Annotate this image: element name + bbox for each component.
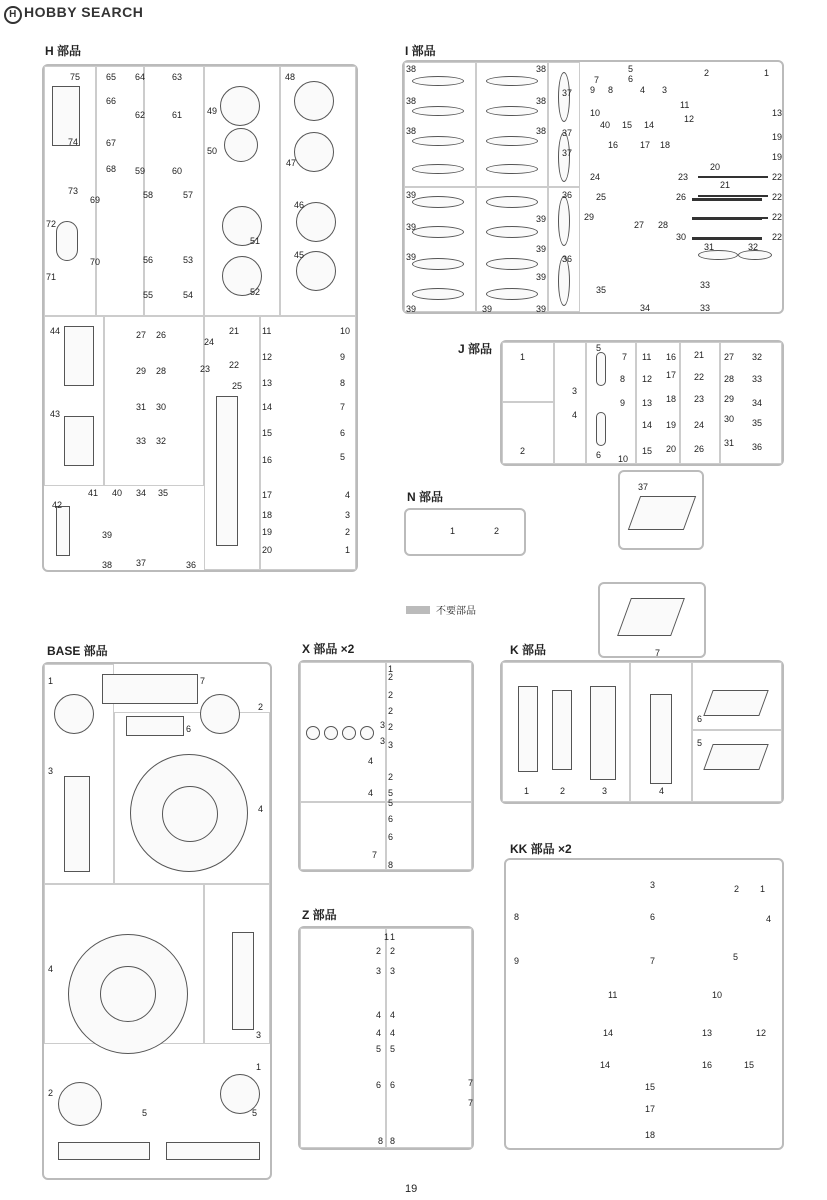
j-num-30: 30 [724,414,735,424]
z-num-4: 4 [376,1010,382,1020]
h-num-21: 21 [229,326,240,336]
j-num-28: 28 [724,374,735,384]
h-num-12: 12 [262,352,273,362]
x-num-7: 7 [372,850,378,860]
i-num-31: 31 [704,242,715,252]
h-num-62: 62 [135,110,146,120]
section-title-kk: KK 部品 ×2 [510,842,572,856]
h-num-60: 60 [172,166,183,176]
h-num-25: 25 [232,381,243,391]
i-num-3: 3 [662,85,668,95]
i-num-28: 28 [658,220,669,230]
i-num-36: 36 [562,190,573,200]
h-num-66: 66 [106,96,117,106]
h-num-59: 59 [135,166,146,176]
h-num-27: 27 [136,330,147,340]
base-num-3: 3 [48,766,54,776]
kk-num-15: 15 [744,1060,755,1070]
x-num-2: 2 [388,706,394,716]
kk-num-18: 18 [645,1130,656,1140]
h-num-6: 6 [340,428,346,438]
i-num-4: 4 [640,85,646,95]
kk-num-14: 14 [600,1060,611,1070]
i-num-39: 39 [536,214,547,224]
j-num-34: 34 [752,398,763,408]
i-num-22: 22 [772,232,783,242]
z-num-8: 8 [378,1136,384,1146]
i-num-7: 7 [594,75,600,85]
i-num-39: 39 [406,222,417,232]
sprue-z [298,926,474,1150]
j-num-14: 14 [642,420,653,430]
j-num-16: 16 [666,352,677,362]
x-num-6: 6 [388,832,394,842]
z-num-3: 3 [376,966,382,976]
h-num-10: 10 [340,326,351,336]
kk-num-7: 7 [650,956,656,966]
z-num-7: 7 [468,1078,474,1088]
h-num-64: 64 [135,72,146,82]
x-num-5: 5 [388,788,394,798]
base-num-3: 3 [256,1030,262,1040]
x-num-1: 1 [388,664,394,674]
h-num-28: 28 [156,366,167,376]
x-num-2: 2 [388,672,394,682]
i-num-8: 8 [608,85,614,95]
i-num-38: 38 [536,64,547,74]
i-num-32: 32 [748,242,759,252]
i-num-22: 22 [772,172,783,182]
x-num-4: 4 [368,756,374,766]
i-num-2: 2 [704,68,710,78]
i-num-10: 10 [590,108,601,118]
j-num-35: 35 [752,418,763,428]
x-num-5: 5 [388,798,394,808]
i-num-33: 33 [700,280,711,290]
kk-num-15: 15 [645,1082,656,1092]
section-title-x: X 部品 ×2 [302,642,355,656]
h-num-38: 38 [102,560,113,570]
kk-num-12: 12 [756,1028,767,1038]
watermark-logo: H HOBBY SEARCH [4,4,143,24]
h-num-67: 67 [106,138,117,148]
z-num-3: 3 [390,966,396,976]
z-num-7: 7 [468,1098,474,1108]
h-num-34: 34 [136,488,147,498]
j-num-21: 21 [694,350,705,360]
sprue-n [404,508,526,556]
h-num-68: 68 [106,164,117,174]
base-num-2: 2 [48,1088,54,1098]
h-num-55: 55 [143,290,154,300]
i-num-1: 1 [764,68,770,78]
k-num-5: 5 [697,738,703,748]
base-num-4: 4 [258,804,264,814]
kk-num-8: 8 [514,912,520,922]
i-num-36: 36 [562,254,573,264]
i-num-38: 38 [536,96,547,106]
kk-num-4: 4 [766,914,772,924]
i-num-35: 35 [596,285,607,295]
i-num-29: 29 [584,212,595,222]
sprue-kk [504,858,784,1150]
k-num-7: 7 [655,648,661,658]
i-num-39: 39 [536,304,547,314]
kk-num-10: 10 [712,990,723,1000]
z-num-4: 4 [390,1010,396,1020]
i-num-25: 25 [596,192,607,202]
h-num-31: 31 [136,402,147,412]
z-num-2: 2 [390,946,396,956]
i-num-11: 11 [680,100,690,110]
base-num-5: 5 [252,1108,258,1118]
h-num-16: 16 [262,455,273,465]
x-num-2: 2 [388,690,394,700]
k-num-6: 6 [697,714,703,724]
section-title-base: BASE 部品 [47,644,108,658]
i-num-24: 24 [590,172,601,182]
j-num-10: 10 [618,454,629,464]
j-num-13: 13 [642,398,653,408]
j-num-4: 4 [572,410,578,420]
i-num-19: 19 [772,132,783,142]
j-num-17: 17 [666,370,677,380]
h-num-29: 29 [136,366,147,376]
section-title-i: I 部品 [405,44,436,58]
kk-num-13: 13 [702,1028,713,1038]
base-num-6: 6 [186,724,192,734]
section-title-n: N 部品 [407,490,444,504]
h-num-52: 52 [250,287,261,297]
j-num-8: 8 [620,374,626,384]
j-num-36: 36 [752,442,763,452]
z-num-4: 4 [390,1028,396,1038]
j-num-33: 33 [752,374,763,384]
j-num-26: 26 [694,444,705,454]
h-num-8: 8 [340,378,346,388]
i-num-38: 38 [406,96,417,106]
j-num-5: 5 [596,343,602,353]
h-num-5: 5 [340,452,346,462]
h-num-9: 9 [340,352,346,362]
z-num-4: 4 [376,1028,382,1038]
i-num-30: 30 [676,232,687,242]
i-num-37: 37 [562,88,573,98]
sprue-k7 [598,582,706,658]
j-num-22: 22 [694,372,705,382]
h-num-73: 73 [68,186,79,196]
h-num-20: 20 [262,545,273,555]
i-num-39: 39 [536,244,547,254]
kk-num-11: 11 [608,990,618,1000]
h-num-18: 18 [262,510,273,520]
n-num-1: 1 [450,526,456,536]
section-title-z: Z 部品 [302,908,337,922]
i-num-39: 39 [406,304,417,314]
h-num-40: 40 [112,488,123,498]
base-num-4: 4 [48,964,54,974]
i-num-33: 33 [700,303,711,313]
h-num-14: 14 [262,402,273,412]
i-num-6: 6 [628,74,634,84]
kk-num-2: 2 [734,884,740,894]
j-num-12: 12 [642,374,653,384]
h-num-46: 46 [294,200,305,210]
page-number: 19 [405,1183,418,1195]
x-num-3: 3 [380,720,386,730]
j-num-15: 15 [642,446,653,456]
h-num-36: 36 [186,560,197,570]
h-num-51: 51 [250,236,261,246]
k-num-4: 4 [659,786,665,796]
legend-label: 不要部品 [436,606,476,617]
i-num-26: 26 [676,192,687,202]
section-title-h: H 部品 [45,44,82,58]
n-num-2: 2 [494,526,500,536]
j-num-1: 1 [520,352,526,362]
i-num-22: 22 [772,192,783,202]
sprue-base [42,662,272,1180]
sprue-j37 [618,470,704,550]
z-num-8: 8 [390,1136,396,1146]
i-num-17: 17 [640,140,651,150]
h-num-49: 49 [207,106,218,116]
x-num-2: 2 [388,722,394,732]
j-num-6: 6 [596,450,602,460]
kk-num-5: 5 [733,952,739,962]
i-num-34: 34 [640,303,651,313]
h-num-50: 50 [207,146,218,156]
i-num-13: 13 [772,108,783,118]
h-num-43: 43 [50,409,61,419]
z-num-5: 5 [376,1044,382,1054]
h-num-70: 70 [90,257,101,267]
kk-num-9: 9 [514,956,520,966]
base-num-2: 2 [258,702,264,712]
h-num-61: 61 [172,110,183,120]
h-num-13: 13 [262,378,273,388]
unused-parts-legend [406,602,476,617]
base-num-1: 1 [256,1062,262,1072]
h-num-3: 3 [345,510,351,520]
x-num-3: 3 [380,736,386,746]
h-num-39: 39 [102,530,113,540]
base-num-5: 5 [142,1108,148,1118]
j-num-29: 29 [724,394,735,404]
h-num-15: 15 [262,428,273,438]
base-num-7: 7 [200,676,206,686]
z-num-5: 5 [390,1044,396,1054]
h-num-33: 33 [136,436,147,446]
kk-num-14: 14 [603,1028,614,1038]
j-num-2: 2 [520,446,526,456]
j-num-27: 27 [724,352,735,362]
i-num-38: 38 [406,64,417,74]
h-num-75: 75 [70,72,81,82]
j-num-7: 7 [622,352,628,362]
kk-num-6: 6 [650,912,656,922]
h-num-57: 57 [183,190,194,200]
k-num-2: 2 [560,786,566,796]
j-num-31: 31 [724,438,735,448]
h-num-4: 4 [345,490,351,500]
sprue-k [500,660,784,804]
h-num-71: 71 [46,272,57,282]
h-num-65: 65 [106,72,117,82]
h-num-72: 72 [46,219,57,229]
k-num-1: 1 [524,786,530,796]
z-num-6: 6 [376,1080,382,1090]
j-num-20: 20 [666,444,677,454]
i-num-40: 40 [600,120,611,130]
i-num-20: 20 [710,162,721,172]
j-num-37: 37 [638,482,649,492]
h-num-22: 22 [229,360,240,370]
j-num-23: 23 [694,394,705,404]
kk-num-3: 3 [650,880,656,890]
z-num-1: 1 [390,932,396,942]
h-num-41: 41 [88,488,99,498]
h-num-35: 35 [158,488,169,498]
i-num-39: 39 [536,272,547,282]
h-num-2: 2 [345,527,351,537]
i-num-19: 19 [772,152,783,162]
x-num-4: 4 [368,788,374,798]
z-num-1: 1 [384,932,390,942]
base-num-1: 1 [48,676,54,686]
h-num-32: 32 [156,436,167,446]
h-num-58: 58 [143,190,154,200]
i-num-9: 9 [590,85,596,95]
h-num-11: 11 [262,326,272,336]
i-num-27: 27 [634,220,645,230]
i-num-16: 16 [608,140,619,150]
i-num-21: 21 [720,180,731,190]
h-num-63: 63 [172,72,183,82]
kk-num-1: 1 [760,884,766,894]
section-title-j: J 部品 [458,342,493,356]
i-num-39: 39 [406,190,417,200]
j-num-9: 9 [620,398,626,408]
h-num-54: 54 [183,290,194,300]
section-title-k: K 部品 [510,643,547,657]
j-num-18: 18 [666,394,677,404]
i-num-38: 38 [406,126,417,136]
x-num-2: 2 [388,772,394,782]
i-num-15: 15 [622,120,633,130]
j-num-3: 3 [572,386,578,396]
h-num-23: 23 [200,364,211,374]
kk-num-16: 16 [702,1060,713,1070]
i-num-22: 22 [772,212,783,222]
h-num-74: 74 [68,137,79,147]
h-num-30: 30 [156,402,167,412]
j-num-24: 24 [694,420,705,430]
i-num-37: 37 [562,128,573,138]
i-num-38: 38 [536,126,547,136]
h-num-19: 19 [262,527,273,537]
h-num-1: 1 [345,545,351,555]
j-num-11: 11 [642,352,652,362]
h-num-69: 69 [90,195,101,205]
sprue-x [298,660,474,872]
z-num-6: 6 [390,1080,396,1090]
z-num-2: 2 [376,946,382,956]
i-num-5: 5 [628,64,634,74]
i-num-12: 12 [684,114,695,124]
h-num-44: 44 [50,326,61,336]
h-num-7: 7 [340,402,346,412]
i-num-18: 18 [660,140,671,150]
i-num-14: 14 [644,120,655,130]
i-num-39: 39 [406,252,417,262]
i-num-23: 23 [678,172,689,182]
x-num-8: 8 [388,860,394,870]
h-num-37: 37 [136,558,147,568]
j-num-32: 32 [752,352,763,362]
j-num-19: 19 [666,420,677,430]
x-num-3: 3 [388,740,394,750]
h-num-24: 24 [204,337,215,347]
h-num-53: 53 [183,255,194,265]
h-num-45: 45 [294,250,305,260]
h-num-17: 17 [262,490,273,500]
x-num-6: 6 [388,814,394,824]
kk-num-17: 17 [645,1104,656,1114]
i-num-39: 39 [482,304,493,314]
k-num-3: 3 [602,786,608,796]
i-num-37: 37 [562,148,573,158]
h-num-47: 47 [286,158,297,168]
h-num-48: 48 [285,72,296,82]
h-num-26: 26 [156,330,167,340]
h-num-42: 42 [52,500,63,510]
h-num-56: 56 [143,255,154,265]
